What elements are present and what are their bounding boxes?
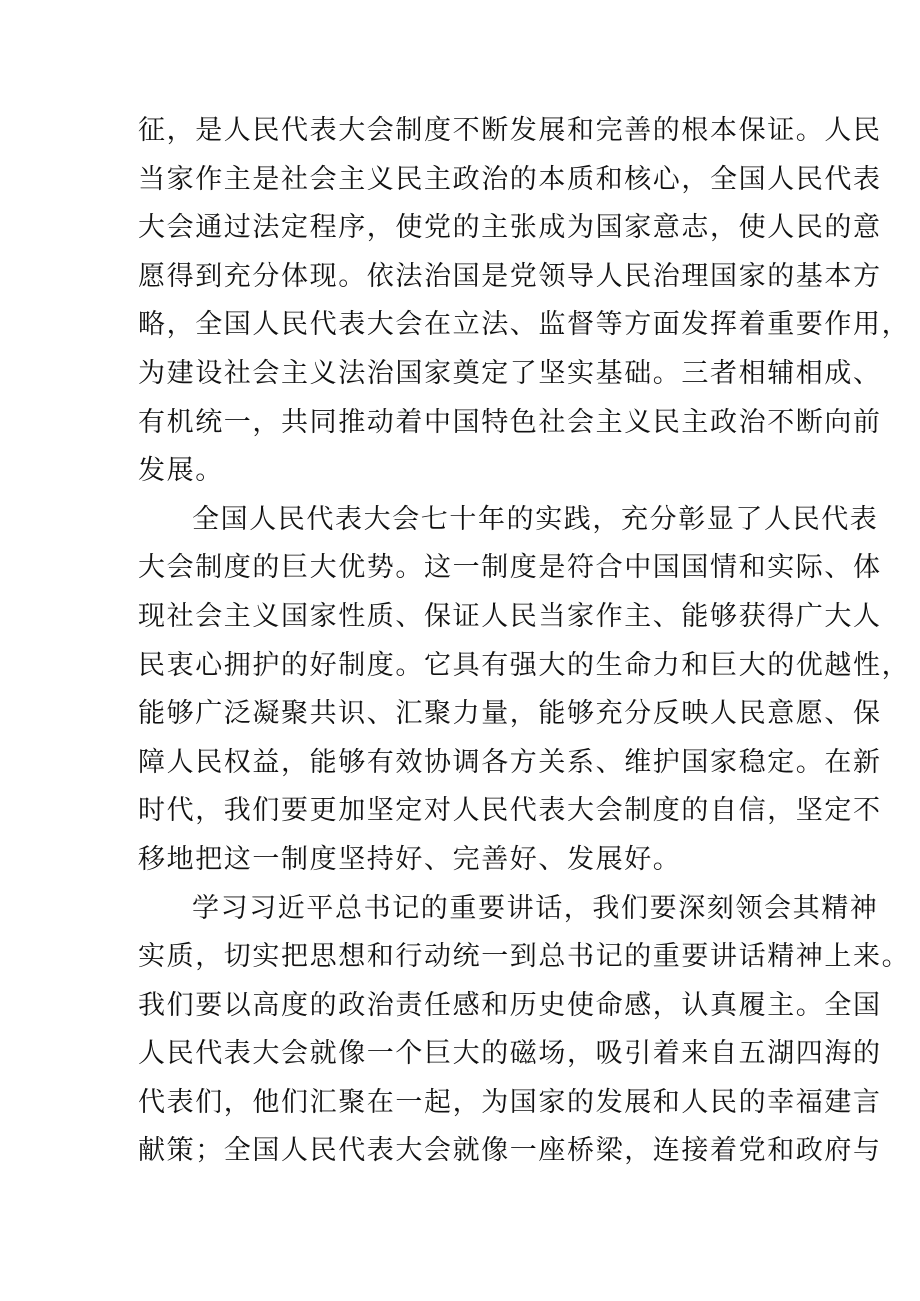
text-line: 大会通过法定程序，使党的主张成为国家意志，使人民的意 <box>138 212 882 244</box>
paragraph-3 <box>138 885 911 1177</box>
text-line: 人民代表大会就像一个巨大的磁场，吸引着来自五湖四海的 <box>138 1038 882 1070</box>
text-line: 现社会主义国家性质、保证人民当家作主、能够获得广大人 <box>138 600 882 632</box>
text-line: 学习习近平总书记的重要讲话，我们要深刻领会其精神 <box>192 892 879 924</box>
paragraph-1 <box>138 107 911 496</box>
text-line: 大会制度的巨大优势。这一制度是符合中国国情和实际、体 <box>138 552 882 584</box>
text-line: 民衷心拥护的好制度。它具有强大的生命力和巨大的优越性， <box>138 649 911 681</box>
text-line: 愿得到充分体现。依法治国是党领导人民治理国家的基本方 <box>138 260 882 292</box>
text-line: 代表们，他们汇聚在一起，为国家的发展和人民的幸福建言 <box>138 1086 882 1118</box>
text-line: 障人民权益，能够有效协调各方关系、维护国家稳定。在新 <box>138 746 882 778</box>
text-line: 征，是人民代表大会制度不断发展和完善的根本保证。人民 <box>138 115 882 146</box>
text-line: 移地把这一制度坚持好、完善好、发展好。 <box>138 843 682 875</box>
text-line: 为建设社会主义法治国家奠定了坚实基础。三者相辅相成、 <box>138 357 882 389</box>
text-line: 能够广泛凝聚共识、汇聚力量，能够充分反映人民意愿、保 <box>138 698 882 730</box>
text-line: 献策；全国人民代表大会就像一座桥梁，连接着党和政府与 <box>138 1135 882 1167</box>
text-line: 时代，我们要更加坚定对人民代表大会制度的自信，坚定不 <box>138 795 882 827</box>
text-line: 发展。 <box>138 455 224 487</box>
text-line: 我们要以高度的政治责任感和历史使命感，认真履主。全国 <box>138 989 882 1021</box>
text-line: 全国人民代表大会七十年的实践，充分彰显了人民代表 <box>192 503 879 535</box>
text-line: 当家作主是社会主义民主政治的本质和核心，全国人民代表 <box>138 163 882 195</box>
body-text <box>138 107 911 1176</box>
text-line: 略，全国人民代表大会在立法、监督等方面发挥着重要作用， <box>138 309 911 341</box>
text-line: 实质，切实把思想和行动统一到总书记的重要讲话精神上来。 <box>138 941 911 973</box>
paragraph-2 <box>138 496 911 885</box>
text-line: 有机统一，共同推动着中国特色社会主义民主政治不断向前 <box>138 406 882 438</box>
